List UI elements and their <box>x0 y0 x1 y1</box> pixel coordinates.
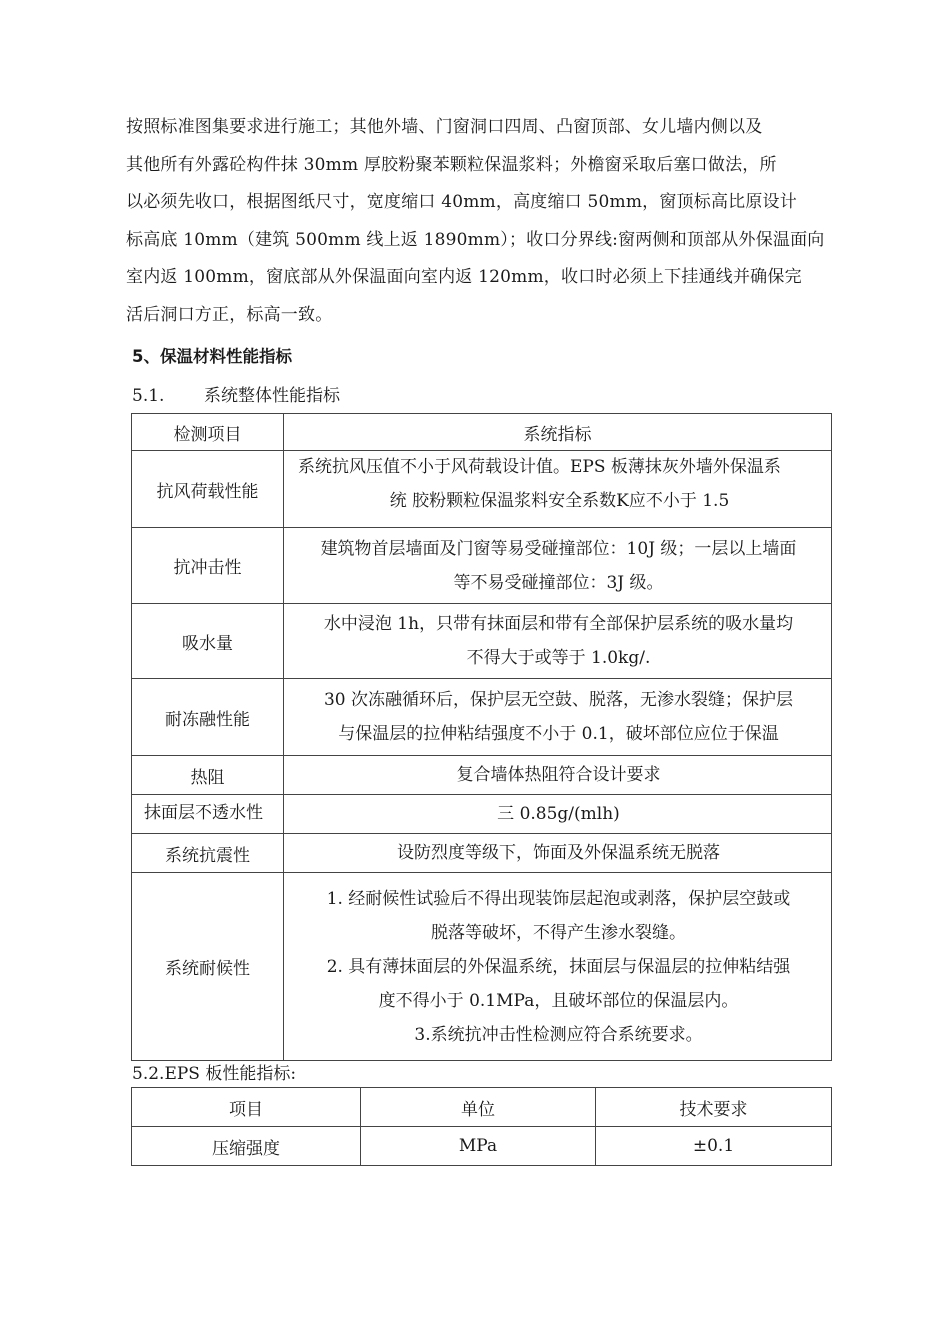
header-cell: 技术要求 <box>596 1088 832 1127</box>
subsection-heading <box>132 381 340 406</box>
header-cell: 单位 <box>361 1088 596 1127</box>
value-line: 与保温层的拉伸粘结强度不小于 0.1，破坏部位应位于保温 <box>338 724 779 744</box>
table-header-row <box>132 1088 832 1127</box>
table-header-row <box>132 414 832 451</box>
item-cell-text: 抹面层不透水性 <box>144 803 263 823</box>
value-cell <box>284 795 832 834</box>
table-row <box>132 528 832 604</box>
table-cell: MPa <box>361 1127 596 1166</box>
value-line: 脱落等破坏，不得产生渗水裂缝。 <box>431 922 686 943</box>
header-cell: 检测项目 <box>132 414 284 451</box>
table-row <box>132 1127 832 1166</box>
table-cell: ±0.1 <box>596 1127 832 1166</box>
table-row <box>132 604 832 679</box>
header-cell: 系统指标 <box>284 414 832 451</box>
value-line: 1. 经耐候性试验后不得出现装饰层起泡或剥落，保护层空鼓或 <box>326 888 791 909</box>
subsection-title: 系统整体性能指标 <box>204 386 340 406</box>
value-line: 系统抗风压值不小于风荷载设计值。EPS 板薄抹灰外墙外保温系 <box>298 457 781 477</box>
value-cell <box>284 528 832 604</box>
value-cell <box>284 451 832 528</box>
system-performance-table <box>131 413 832 1061</box>
body-paragraph <box>126 109 826 334</box>
item-cell: 抗风荷载性能 <box>132 451 284 528</box>
subsection-number: 5.1. <box>132 386 165 406</box>
header-cell: 项目 <box>132 1088 361 1127</box>
table-row <box>132 873 832 1061</box>
paragraph-line: 室内返 100mm，窗底部从外保温面向室内返 120mm，收口时必须上下挂通线并确保完 <box>126 267 802 287</box>
table-row <box>132 451 832 528</box>
value-cell <box>284 679 832 756</box>
paragraph-line: 以必须先收口，根据图纸尺寸，宽度缩口 40mm，高度缩口 50mm，窗顶标高比原设计 <box>126 192 797 212</box>
value-line: 统 胶粉颗粒保温浆料安全系数K应不小于 1.5 <box>389 491 730 511</box>
section-heading: 5、保温材料性能指标 <box>132 347 292 366</box>
table-row <box>132 834 832 873</box>
value-line: 2. 具有薄抹面层的外保温系统，抹面层与保温层的拉伸粘结强 <box>326 956 791 977</box>
paragraph-line: 其他所有外露砼构件抹 30mm 厚胶粉聚苯颗粒保温浆料；外檐窗采取后塞口做法，所 <box>126 154 777 175</box>
eps-board-table <box>131 1087 832 1166</box>
value-cell <box>284 873 832 1061</box>
table-cell: 压缩强度 <box>132 1127 361 1166</box>
paragraph-line: 按照标准图集要求进行施工；其他外墙、门窗洞口四周、凸窗顶部、女儿墙内侧以及 <box>126 117 763 137</box>
value-line: 三 0.85g/(mlh) <box>497 804 620 824</box>
item-cell: 系统抗震性 <box>132 834 284 873</box>
item-cell: 系统耐候性 <box>132 873 284 1061</box>
value-line: 3.系统抗冲击性检测应符合系统要求。 <box>414 1024 703 1045</box>
item-cell: 耐冻融性能 <box>132 679 284 756</box>
paragraph-line: 标高底 10mm（建筑 500mm 线上返 1890mm）；收口分界线:窗两侧和顶部从外保温面向 <box>126 229 825 250</box>
table-row <box>132 756 832 795</box>
value-line: 不得大于或等于 1.0kg/. <box>466 648 651 668</box>
table-row <box>132 795 832 834</box>
value-line: 建筑物首层墙面及门窗等易受碰撞部位：10J 级；一层以上墙面 <box>320 538 797 559</box>
subsection-heading: 5.2.EPS 板性能指标: <box>132 1064 297 1084</box>
item-cell: 热阻 <box>132 756 284 795</box>
value-cell <box>284 604 832 679</box>
value-cell <box>284 834 832 873</box>
value-line: 复合墙体热阻符合设计要求 <box>456 765 661 785</box>
value-line: 30 次冻融循环后，保护层无空鼓、脱落，无渗水裂缝；保护层 <box>323 690 794 710</box>
paragraph-line: 活后洞口方正，标高一致。 <box>126 304 333 325</box>
item-cell: 吸水量 <box>132 604 284 679</box>
value-cell <box>284 756 832 795</box>
item-cell: 抗冲击性 <box>132 528 284 604</box>
value-line: 等不易受碰撞部位：3J 级。 <box>453 572 664 593</box>
value-line: 度不得小于 0.1MPa，且破坏部位的保温层内。 <box>378 990 739 1011</box>
value-line: 水中浸泡 1h，只带有抹面层和带有全部保护层系统的吸水量均 <box>323 614 794 634</box>
table-row <box>132 679 832 756</box>
value-line: 设防烈度等级下，饰面及外保温系统无脱落 <box>397 843 720 863</box>
item-cell <box>132 795 284 834</box>
